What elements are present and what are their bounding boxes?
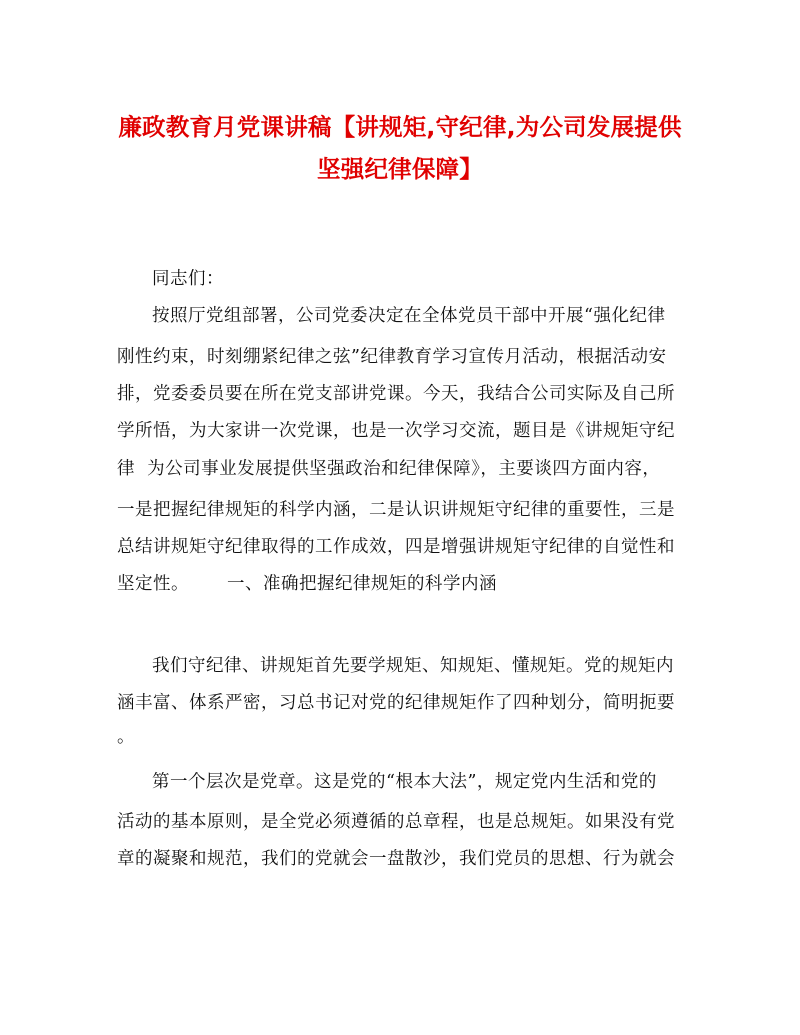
paragraph-line: 章的凝聚和规范，我们的党就会一盘散沙，我们党员的思想、行为就会 [117,849,675,869]
paragraph-line: 涵丰富、体系严密，习总书记对党的纪律规矩作了四种划分，简明扼要 [117,693,675,713]
salutation: 同志们： [152,269,224,289]
paragraph-line: 我们守纪律、讲规矩首先要学规矩、知规矩、懂规矩。党的规矩内 [152,656,674,676]
paragraph-line: 学所悟，为大家讲一次党课，也是一次学习交流，题目是《讲规矩守纪 [117,421,675,441]
paragraph-line: 一是把握纪律规矩的科学内涵，二是认识讲规矩守纪律的重要性，三是 [117,500,675,520]
title-line: 坚强纪律保障】 [317,155,483,183]
paragraph-line: 律 为公司事业发展提供坚强政治和纪律保障》，主要谈四方面内容， [117,459,661,479]
document-title [100,106,700,190]
paragraph-line: 排，党委委员要在所在党支部讲党课。今天，我结合公司实际及自己所 [117,384,675,404]
paragraph-line: 总结讲规矩守纪律取得的工作成效，四是增强讲规矩守纪律的自觉性和 [117,537,675,557]
paragraph-line: 。 [117,727,135,747]
paragraph-line: 坚定性。 [117,574,189,594]
paragraph-line: 刚性约束，时刻绷紧纪律之弦”纪律教育学习宣传月活动，根据活动安 [117,347,667,367]
paragraph-line: 活动的基本原则，是全党必须遵循的总章程，也是总规矩。如果没有党 [117,812,675,832]
paragraph-line: 按照厅党组部署，公司党委决定在全体党员干部中开展“强化纪律 [152,306,666,326]
paragraph-line: 第一个层次是党章。这是党的“根本大法”，规定党内生活和党的 [152,772,657,792]
section-heading: 一、准确把握纪律规矩的科学内涵 [227,574,497,594]
title-line: 廉政教育月党课讲稿【讲规矩,守纪律,为公司发展提供 [118,113,682,141]
